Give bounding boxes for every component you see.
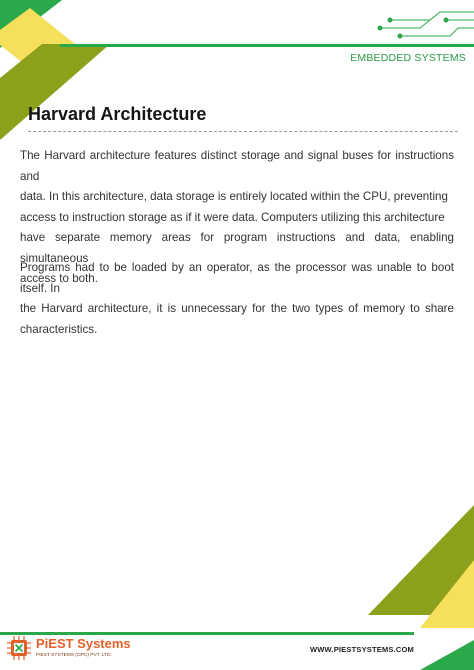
- company-name: PiEST Systems: [36, 636, 131, 651]
- chip-logo-icon: [6, 635, 32, 661]
- text-line: characteristics.: [20, 322, 98, 336]
- text-line: access to instruction storage as if it were data. Computers utilizing this architecture: [20, 210, 445, 224]
- section-label: EMBEDDED SYSTEMS: [350, 52, 466, 64]
- company-logo: [6, 632, 156, 666]
- text-line: the Harvard architecture, it is unnecessary for the two types of memory to share: [20, 302, 454, 315]
- top-left-olive-triangle: [0, 44, 110, 140]
- title-divider: [28, 131, 458, 132]
- text-line: have separate memory areas for program instructions and data, enabling simultaneous: [20, 231, 454, 265]
- company-subtitle: PIEST SYSTEMS (OPC) PVT. LTD.: [36, 653, 112, 658]
- page-title: Harvard Architecture: [28, 104, 207, 124]
- text-line: access to both.: [20, 272, 98, 285]
- website-link[interactable]: WWW.PIESTSYSTEMS.COM: [309, 645, 414, 654]
- text-line: data. In this architecture, data storage is entirely located within the CPU, preventing: [20, 190, 448, 203]
- circuit-lines-icon: [378, 12, 474, 38]
- paragraph-2: [20, 258, 454, 340]
- text-line: The Harvard architecture features distinct storage and signal buses for instructions and: [20, 149, 454, 183]
- header-divider: [60, 44, 474, 47]
- bottom-right-green-triangle: [420, 640, 474, 670]
- text-line: Programs had to be loaded by an operator, as the processor was unable to boot itself. In: [20, 261, 454, 295]
